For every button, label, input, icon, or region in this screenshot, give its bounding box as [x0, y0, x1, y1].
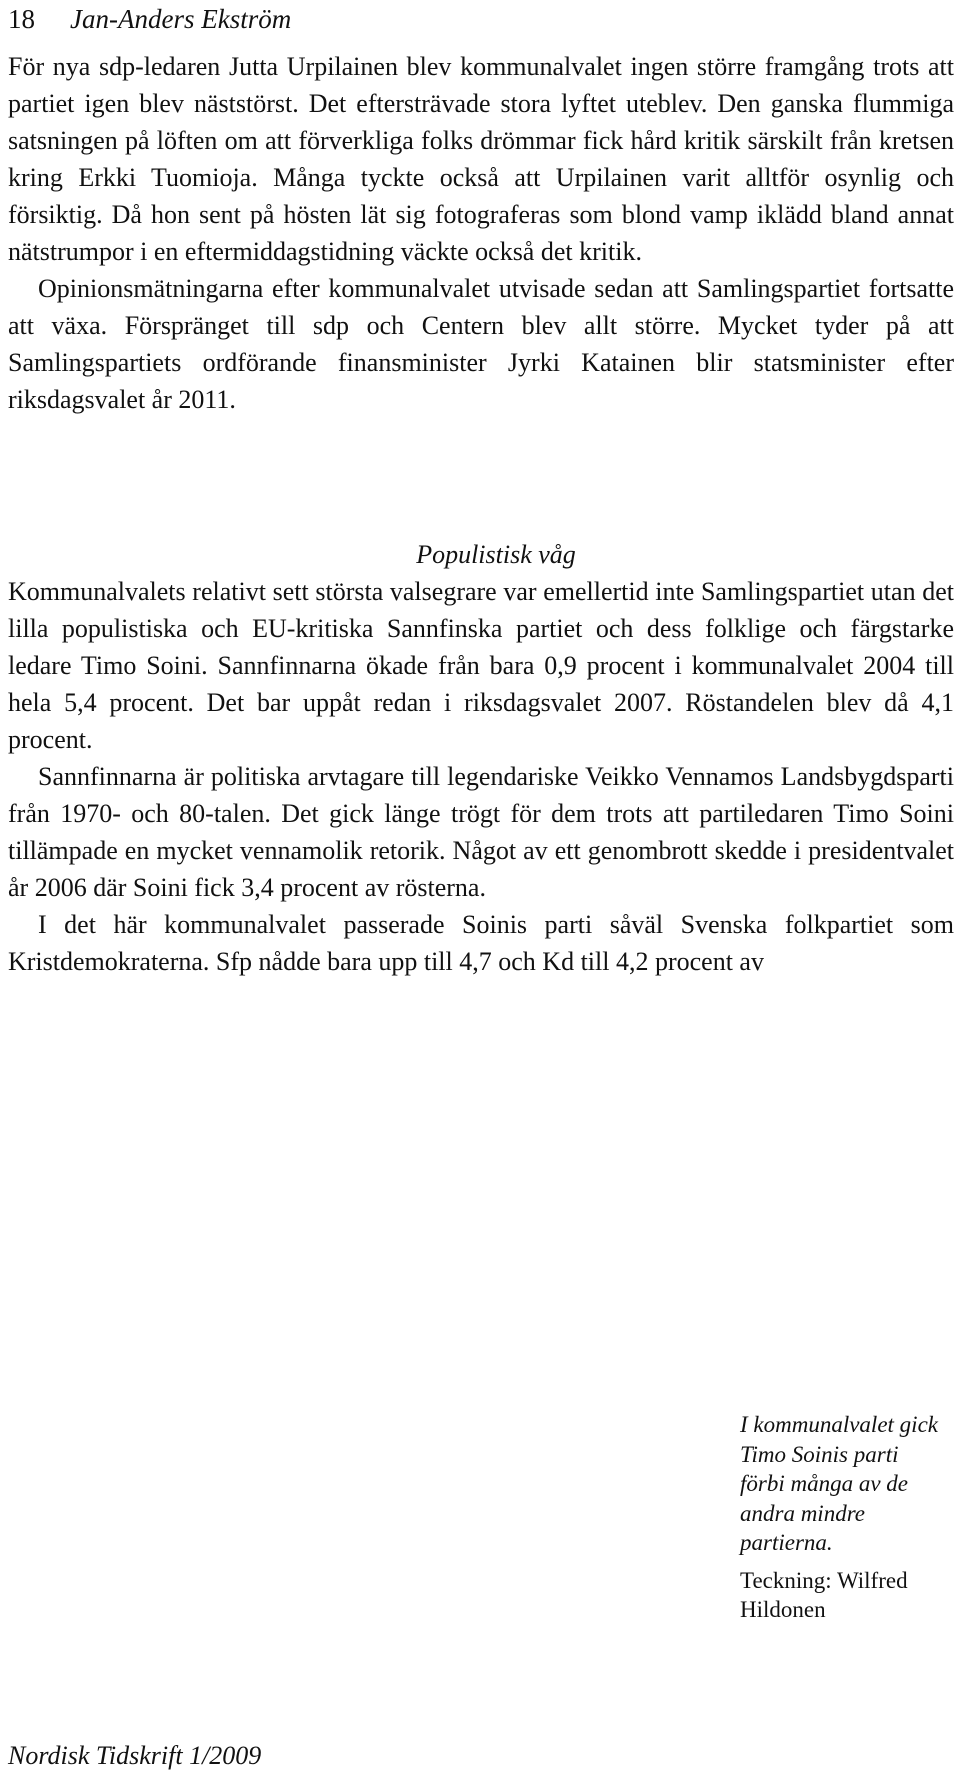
section-2-body	[8, 536, 954, 980]
paragraph: För nya sdp-ledaren Jutta Urpilainen blev kommunalvalet ingen större framgång trots att partiet igen blev näststörst. Det eftersträvade stora lyftet uteblev. Den ganska flummiga satsningen på löften om att förverkliga folks drömmar fick hård kritik särskilt från kretsen kring Erkki Tuomioja. Många tyckte också att Urpilainen varit alltför osynlig och försiktig. Då hon sent på hösten lät sig fotograferas som blond vamp iklädd bland annat nätstrumpor i en eftermiddagstidning väckte också det kritik.	[8, 52, 954, 266]
caption-credit: Teckning: Wilfred Hildonen	[740, 1567, 908, 1622]
image-caption	[740, 1410, 945, 1625]
paragraph: I det här kommunalvalet passerade Soinis parti såväl Svenska folkpartiet som Kristdemokraterna. Sfp nådde bara upp till 4,7 och Kd till 4,2 procent av	[8, 910, 954, 976]
section-1-body	[8, 48, 954, 418]
page-number: 18	[8, 4, 35, 34]
paragraph: Opinionsmätningarna efter kommunalvalet utvisade sedan att Samlingspartiet fortsatte att växa. Förspränget till sdp och Centern blev allt större. Mycket tyder på att Samlingspartiets ordförande finansminister Jyrki Katainen blir statsminister efter riksdagsvalet år 2011.	[8, 274, 954, 414]
caption-text: I kommunalvalet gick Timo Soinis parti förbi många av de andra mindre partierna.	[740, 1412, 938, 1555]
journal-footer: Nordisk Tidskrift 1/2009	[8, 1741, 262, 1770]
section-heading: Populistisk våg	[416, 540, 576, 569]
author-name: Jan-Anders Ekström	[70, 4, 292, 34]
running-header	[8, 2, 291, 36]
paragraph: Sannfinnarna är politiska arvtagare till legendariske Veikko Vennamos Landsbygdsparti från 1970- och 80-talen. Det gick länge trögt för dem trots att partiledaren Timo Soini tillämpade en mycket vennamolik retorik. Något av ett genombrott skedde i presidentvalet år 2006 där Soini fick 3,4 procent av rösterna.	[8, 762, 954, 902]
paragraph: Kommunalvalets relativt sett största valsegrare var emellertid inte Samlingspartiet utan det lilla populistiska och EU-kritiska Sannfinska partiet och dess folklige och färgstarke ledare Timo Soini. Sannfinnarna ökade från bara 0,9 procent i kommunalvalet 2004 till hela 5,4 procent. Det bar uppåt redan i riksdagsvalet 2007. Röstandelen blev då 4,1 procent.	[8, 577, 954, 754]
